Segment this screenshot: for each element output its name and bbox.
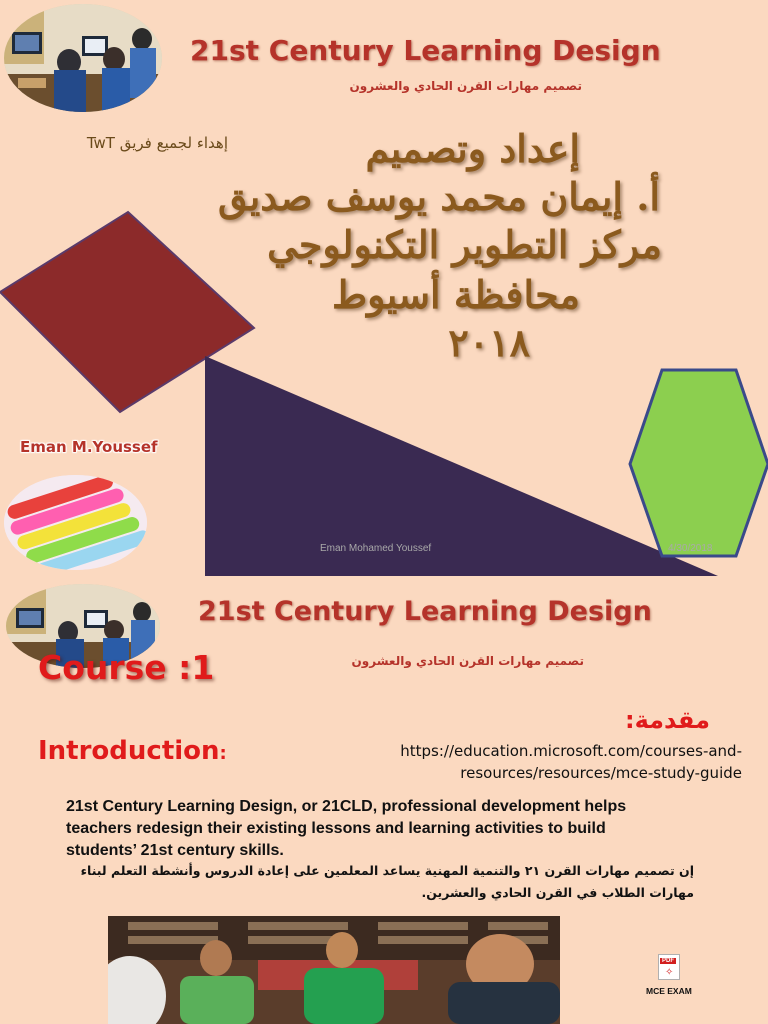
reference-link-line1[interactable]: https://education.microsoft.com/courses-and-: [400, 742, 742, 760]
intro-heading-ar: مقدمة:: [624, 706, 710, 734]
footer-author: Eman Mohamed Youssef: [320, 543, 432, 554]
pdf-swoosh-icon: ✧: [665, 967, 674, 978]
dedication-ar: إهداء لجميع فريق TwT: [86, 134, 228, 152]
credits-year: ٢٠١٨: [448, 320, 530, 365]
credits-line-1: إعداد وتصميم: [365, 126, 580, 171]
body-english: 21st Century Learning Design, or 21CLD, professional development helps teachers redesign their existing lessons and learning activities to build students’ 21st century skills.: [66, 798, 627, 859]
credits-line-4: محافظة أسيوط: [331, 272, 580, 317]
intro-heading-en: [38, 736, 227, 766]
footer-date: 4/30/2018: [668, 543, 713, 554]
chalk-illustration: [4, 475, 147, 570]
pdf-label[interactable]: MCE EXAM: [646, 986, 692, 996]
author-name: Eman M.Youssef: [20, 438, 158, 456]
pdf-badge: PDF: [662, 958, 674, 964]
training-illustration: [108, 916, 560, 1024]
credits-line-3: مركز التطوير التكنولوجي: [267, 222, 662, 267]
hexagon-shape: [630, 370, 768, 556]
pdf-file-icon[interactable]: [658, 954, 680, 980]
classroom-photo: [4, 4, 162, 112]
credits-line-2: أ. إيمان محمد يوسف صديق: [218, 174, 660, 219]
chalk-photo: [4, 475, 147, 570]
course-label: Course :1: [38, 648, 215, 687]
pdf-attachment[interactable]: [646, 954, 714, 1000]
slide1-subtitle-ar: تصميم مهارات القرن الحادي والعشرون: [349, 79, 582, 93]
slide-2: [0, 580, 768, 1024]
reference-link-line2[interactable]: resources/resources/mce-study-guide: [460, 764, 742, 782]
slide2-title: 21st Century Learning Design: [198, 596, 652, 627]
classroom-illustration: [4, 4, 162, 112]
intro-heading-text: Introduction: [38, 736, 220, 766]
training-photo: [108, 916, 560, 1024]
body-arabic: إن تصميم مهارات القرن ٢١ والتنمية المهنية يساعد المعلمين على إعادة الدروس وأنشطة التعلم لبناء مهارات الطلاب في القرن الحادي والعشرين.: [80, 863, 694, 900]
slide2-subtitle-ar: تصميم مهارات القرن الحادي والعشرون: [351, 654, 584, 668]
intro-heading-colon: :: [219, 743, 227, 764]
reference-link[interactable]: [400, 740, 742, 784]
slide1-title: 21st Century Learning Design: [190, 34, 661, 67]
